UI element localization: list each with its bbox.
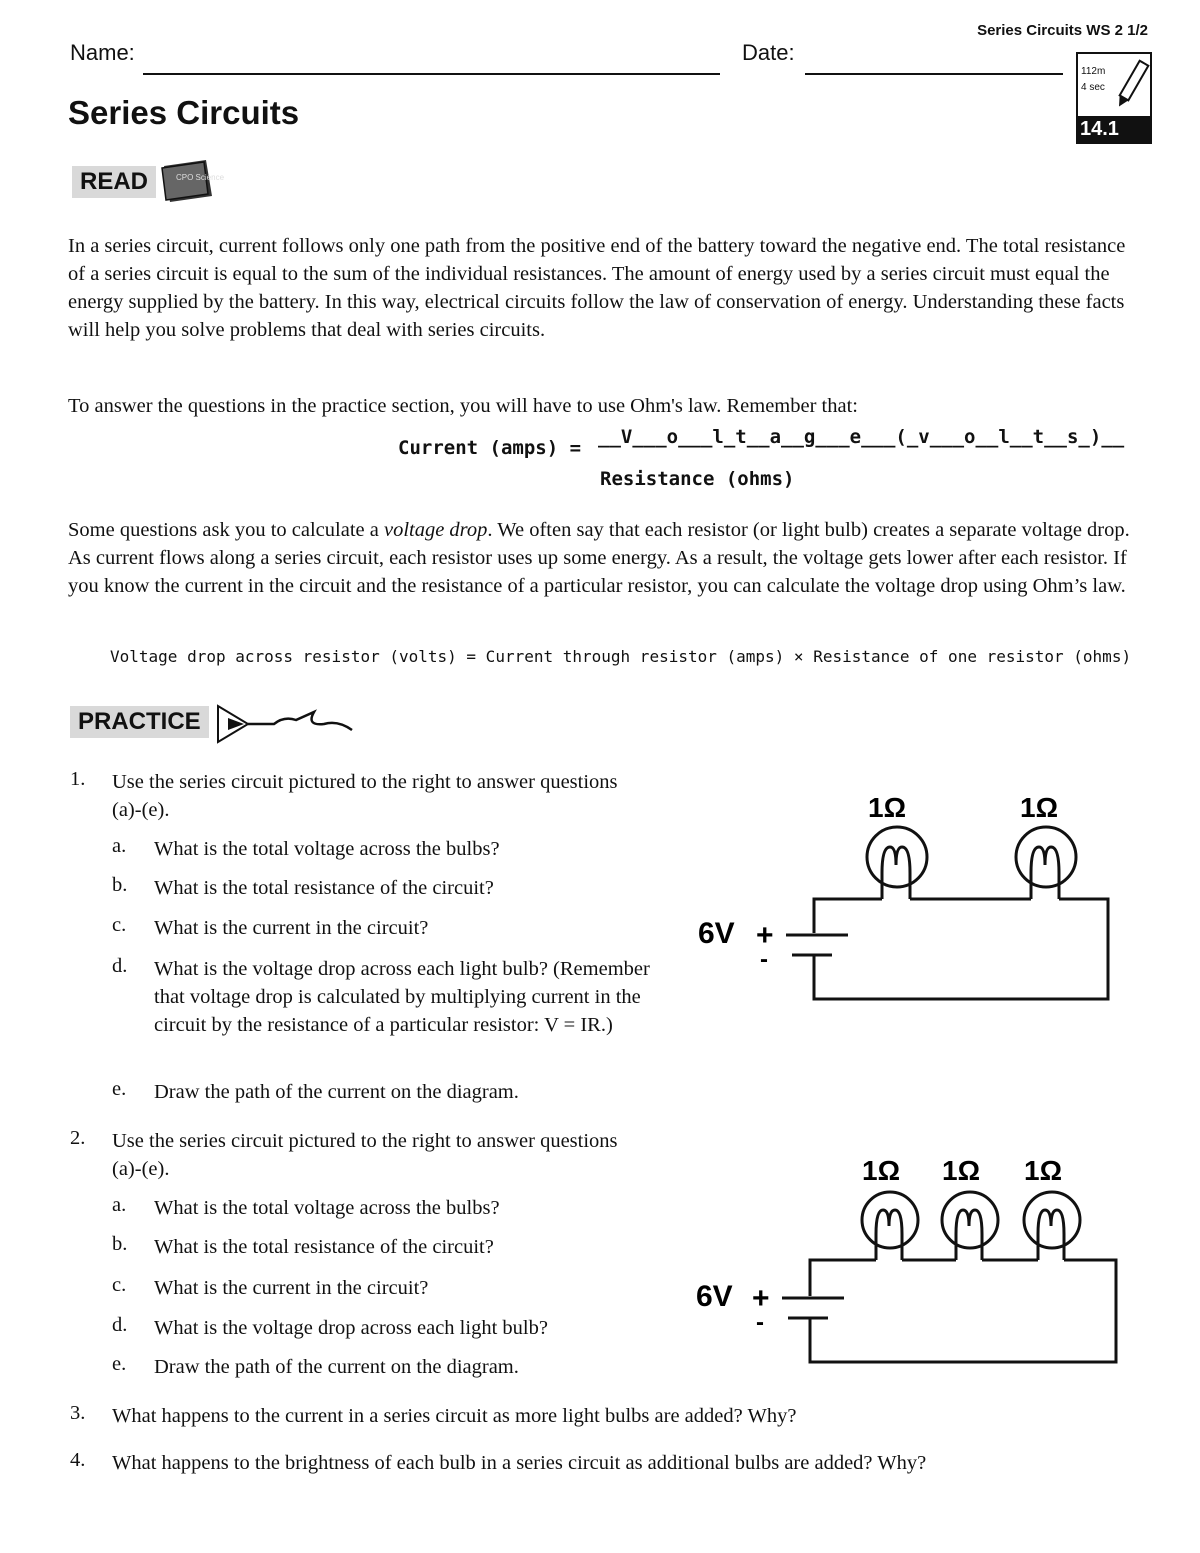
q2a-letter: a. bbox=[112, 1194, 127, 1216]
q2c-letter: c. bbox=[112, 1274, 127, 1296]
diagram2-resistor1-label: 1Ω bbox=[862, 1155, 901, 1186]
diagram1-bulb1 bbox=[867, 827, 927, 899]
q2b-letter: b. bbox=[112, 1233, 128, 1255]
diagram2-resistor2-label: 1Ω bbox=[942, 1155, 981, 1186]
intro-paragraph: In a series circuit, current follows only one path from the positive end of the battery toward the negative end. The total resistance of a series circuit is equal to the sum of the individual resistances. The amount of energy used by a series circuit must equal the energy supplied by the battery. In this way, electrical circuits follow the law of conservation of energy. Understanding these facts will help you solve problems that deal with series circuits. bbox=[68, 235, 1126, 341]
formula-numerator: __V___o___l_t__a__g___e___(_v___o__l__t__s_)__ bbox=[598, 426, 1125, 448]
formula-denominator: Resistance (ohms) bbox=[600, 468, 795, 490]
name-label: Name: bbox=[70, 40, 135, 65]
diagram2-bulb1 bbox=[862, 1192, 918, 1260]
diagram1-resistor1-label: 1Ω bbox=[868, 792, 907, 823]
arrow-icon bbox=[214, 702, 359, 746]
q4-number: 4. bbox=[70, 1449, 86, 1471]
page-header-tag: Series Circuits WS 2 1/2 bbox=[977, 22, 1148, 39]
name-field[interactable] bbox=[143, 73, 720, 75]
diagram1-battery bbox=[786, 935, 848, 955]
diagram2-voltage: 6V bbox=[696, 1280, 733, 1313]
q2a-text: What is the total voltage across the bulbs? bbox=[154, 1197, 500, 1219]
q2d-letter: d. bbox=[112, 1314, 128, 1336]
q1a-letter: a. bbox=[112, 835, 127, 857]
page-title: Series Circuits bbox=[68, 94, 300, 131]
q2e-letter: e. bbox=[112, 1353, 127, 1375]
badge-time: 4 sec bbox=[1081, 82, 1105, 93]
voltage-drop-formula: Voltage drop across resistor (volts) = Current through resistor (amps) × Resistance of one resistor (ohms) bbox=[110, 647, 1132, 666]
diagram1-voltage: 6V bbox=[698, 917, 735, 950]
q3-number: 3. bbox=[70, 1402, 86, 1424]
practice-badge bbox=[1076, 52, 1152, 144]
diagram1-minus: - bbox=[760, 946, 768, 973]
diagram2-bulb3 bbox=[1024, 1192, 1080, 1260]
date-field[interactable] bbox=[805, 73, 1063, 75]
date-label: Date: bbox=[742, 40, 795, 65]
practice-section-label: PRACTICE bbox=[70, 706, 209, 738]
voltage-drop-paragraph bbox=[68, 516, 1138, 600]
book-title: CPO Science bbox=[176, 173, 225, 182]
pencil-icon bbox=[1118, 56, 1146, 112]
diagram1-wires bbox=[814, 899, 1108, 999]
diagram1-bulb2 bbox=[1016, 827, 1076, 899]
para3-end: . We often say that each resistor (or light bulb) creates a separate voltage drop. As current flows along a series circuit, each resistor uses up some energy. As a result, the voltage gets lower after each resistor. If you know the current in the circuit and the resistance of a particular resistor, you can calculate the voltage drop using Ohm’s law. bbox=[68, 519, 1130, 597]
badge-distance: 112m bbox=[1081, 66, 1106, 77]
badge-number: 14.1 bbox=[1078, 116, 1150, 142]
q1c-letter: c. bbox=[112, 914, 127, 936]
para3-start: Some questions ask you to calculate a bbox=[68, 519, 384, 541]
q2b-text: What is the total resistance of the circuit? bbox=[154, 1236, 494, 1258]
q1e-text: Draw the path of the current on the diagram. bbox=[154, 1081, 519, 1103]
q2e-text: Draw the path of the current on the diagram. bbox=[154, 1356, 519, 1378]
q1d-letter: d. bbox=[112, 955, 128, 977]
q1a-text: What is the total voltage across the bulbs? bbox=[154, 838, 500, 860]
q2-text: Use the series circuit pictured to the right to answer questions (a)-(e). bbox=[112, 1130, 618, 1180]
q2d-text: What is the voltage drop across each light bulb? bbox=[154, 1317, 548, 1339]
diagram2-wires bbox=[810, 1260, 1116, 1362]
q2c-text: What is the current in the circuit? bbox=[154, 1277, 429, 1299]
diagram2-minus: - bbox=[756, 1309, 764, 1336]
diagram2-battery bbox=[782, 1298, 844, 1318]
diagram2-resistor3-label: 1Ω bbox=[1024, 1155, 1063, 1186]
q1d-text: What is the voltage drop across each light bulb? (Remember that voltage drop is calculated by multiplying current in the circuit by the resistance of a particular resistor: V = IR.) bbox=[154, 958, 650, 1036]
diagram2-bulb2 bbox=[942, 1192, 998, 1260]
q4-text: What happens to the brightness of each bulb in a series circuit as additional bulbs are added? Why? bbox=[112, 1452, 927, 1474]
q1-number: 1. bbox=[70, 768, 86, 790]
circuit-diagram-2 bbox=[690, 1148, 1130, 1373]
book-icon bbox=[158, 156, 225, 204]
voltage-drop-term: voltage drop bbox=[383, 519, 488, 541]
circuit-diagram-1 bbox=[690, 785, 1130, 1010]
diagram1-plus: + bbox=[756, 919, 774, 952]
q2-number: 2. bbox=[70, 1127, 86, 1149]
read-section-label: READ bbox=[72, 166, 156, 198]
q1c-text: What is the current in the circuit? bbox=[154, 917, 429, 939]
q3-text: What happens to the current in a series circuit as more light bulbs are added? Why? bbox=[112, 1405, 797, 1427]
ohms-law-intro: To answer the questions in the practice section, you will have to use Ohm's law. Remember that: bbox=[68, 395, 858, 417]
diagram2-plus: + bbox=[752, 1282, 770, 1315]
q1b-text: What is the total resistance of the circuit? bbox=[154, 877, 494, 899]
q1e-letter: e. bbox=[112, 1078, 127, 1100]
q1b-letter: b. bbox=[112, 874, 128, 896]
q1-text: Use the series circuit pictured to the right to answer questions (a)-(e). bbox=[112, 771, 618, 821]
formula-left: Current (amps) = bbox=[398, 437, 582, 459]
diagram1-resistor2-label: 1Ω bbox=[1020, 792, 1059, 823]
